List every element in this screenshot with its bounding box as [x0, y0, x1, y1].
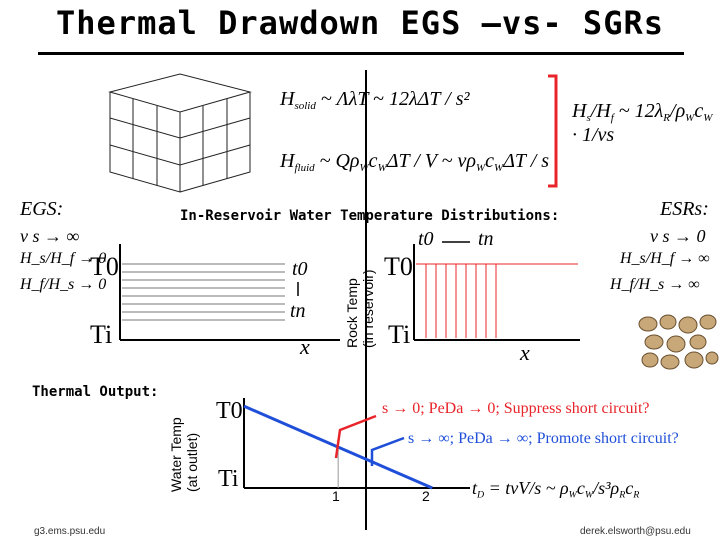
fractured-block-icon	[110, 74, 250, 192]
egs-label: EGS:	[20, 198, 64, 220]
esrs-ratio2: H_f/H_s → ∞	[610, 276, 700, 293]
water-temp-text: Water Temp	[168, 417, 184, 492]
porous-media-icon	[639, 315, 718, 369]
esrs-ratio1: H_s/H_f → ∞	[620, 250, 710, 267]
footer-left[interactable]: g3.ems.psu.edu	[34, 526, 106, 537]
red-bracket	[548, 76, 556, 186]
ratio-equation: $H_s/H_f$ ~ $12\lambda_R/\rho_Wc_W \cdot 1/vs$	[572, 100, 713, 146]
dimensionless-time-equation: $t_D = tvV/s$ ~ $\rho_Wc_W/s^3\rho_Rc_R$	[472, 478, 640, 501]
fluid-heat-equation: $H_{fluid}$ ~ $Q\rho_Wc_W\Delta T$ / V ~ $v\rho_Wc_W\Delta T$ / s	[280, 150, 550, 174]
rock-temp-text: Rock Temp	[344, 278, 360, 348]
esrs-condition: v s → 0	[650, 226, 706, 246]
egs-ratio1: H_s/H_f → 0	[20, 250, 107, 267]
left-plot-tend: tn	[290, 300, 306, 322]
solid-heat-equation: $H_{solid}$ ~ ΛλT ~ 12λΔT / s²	[280, 88, 470, 112]
output-plot-tick2: 2	[422, 488, 430, 504]
left-plot-x: x	[300, 334, 310, 359]
page-title: Thermal Drawdown EGS –vs- SGRs	[56, 4, 664, 42]
red-pointer-right	[372, 438, 404, 466]
thermal-output-label: Thermal Output:	[32, 384, 159, 400]
rock-temp-sub: (in reservoir)	[360, 269, 376, 348]
right-plot-t0: T0	[384, 252, 413, 281]
egs-condition: v s → ∞	[20, 226, 80, 246]
right-plot-ti: Ti	[388, 320, 411, 349]
water-temp-sub: (at outlet)	[184, 432, 200, 492]
left-plot-ti: Ti	[90, 320, 113, 349]
right-plot-tstart: t0	[418, 228, 434, 250]
egs-ratio2: H_f/H_s → 0	[20, 276, 107, 293]
output-plot-tick1: 1	[332, 488, 340, 504]
output-plot-ti: Ti	[218, 466, 239, 492]
red-pointer-left	[336, 416, 376, 458]
left-plot-t0: T0	[90, 252, 119, 281]
left-plot-tstart: t0	[292, 258, 308, 280]
distributions-heading: In-Reservoir Water Temperature Distributions:	[180, 208, 560, 224]
right-plot-tend: tn	[478, 228, 494, 250]
statement-suppress: s → 0; PeDa → 0; Suppress short circuit?	[382, 400, 650, 417]
esrs-label: ESRs:	[660, 198, 709, 220]
statement-promote: s → ∞; PeDa → ∞; Promote short circuit?	[408, 430, 679, 447]
right-plot-x: x	[520, 340, 530, 365]
left-plot-profiles	[122, 264, 285, 320]
footer-right[interactable]: derek.elsworth@psu.edu	[580, 526, 691, 537]
output-plot-t0: T0	[216, 398, 243, 424]
right-plot-profiles	[416, 264, 578, 338]
